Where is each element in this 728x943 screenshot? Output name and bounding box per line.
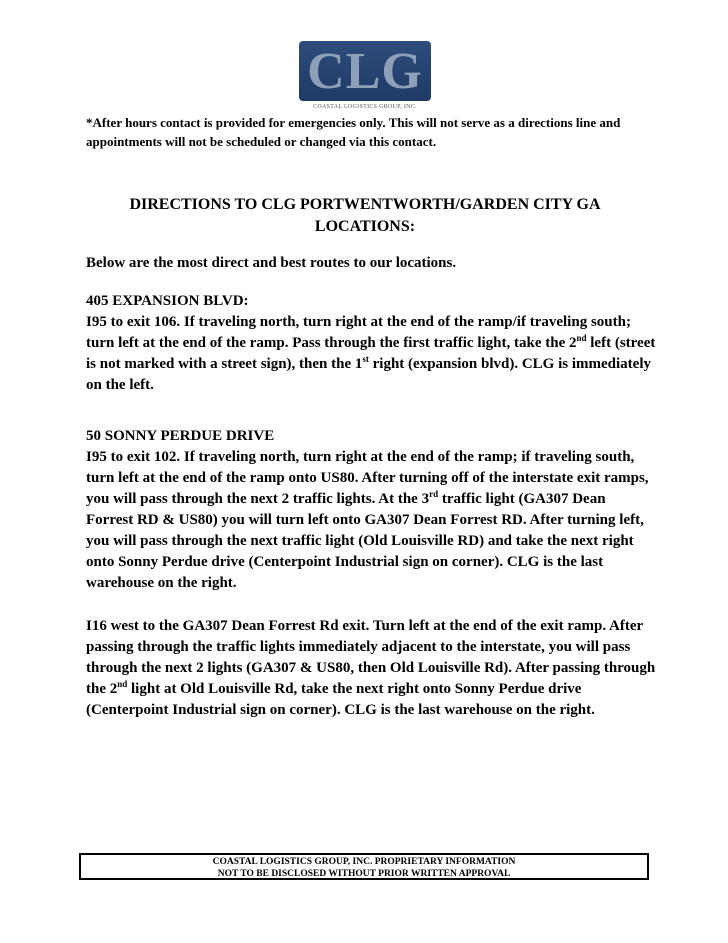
body-text: I95 to exit 106. If traveling north, turn right at the end of the ramp/if traveling south; turn left at the end of the ramp. Pass through the first traffic light, take the 2	[86, 314, 631, 351]
section-heading: 405 EXPANSION BLVD:	[86, 293, 249, 309]
section-i16-route	[86, 616, 656, 721]
body-text: I16 west to the GA307 Dean Forrest Rd exit. Turn left at the end of the exit ramp. After passing through the traffic lights immediately adjacent to the interstate, you will pass through the next 2 lights (GA307 & US80, then Old Louisville Rd). After passing through the 2	[86, 618, 656, 697]
footer-line-2: NOT TO BE DISCLOSED WITHOUT PRIOR WRITTEN APPROVAL	[217, 869, 511, 879]
body-text: left (street is not marked with a street sign), then the 1	[86, 335, 656, 372]
body-text: right (expansion blvd). CLG is immediately on the left.	[86, 356, 651, 393]
section-body	[86, 312, 656, 396]
clg-logo	[299, 41, 431, 113]
after-hours-note: *After hours contact is provided for emergencies only. This will not serve as a directions line and appointments will not be scheduled or changed via this contact.	[86, 115, 621, 149]
ordinal-sup: nd	[117, 679, 128, 689]
footer-line-1: COASTAL LOGISTICS GROUP, INC. PROPRIETARY INFORMATION	[212, 857, 516, 867]
section-body	[86, 616, 656, 721]
footer-notice	[79, 853, 649, 880]
body-text: traffic light (GA307 Dean Forrest RD & US80) you will turn left onto GA307 Dean Forrest RD. After turning left, you will pass through the next traffic light (Old Louisville RD) and take the next right onto Sonny Perdue drive (Centerpoint Industrial sign on corner). CLG is the last warehouse on the right.	[86, 491, 644, 591]
ordinal-sup: st	[362, 354, 369, 364]
section-expansion-blvd	[86, 291, 656, 396]
body-text: I95 to exit 102. If traveling north, turn right at the end of the ramp; if traveling south, turn left at the end of the ramp onto US80. After turning off of the interstate exit ramps, you will pass through the next 2 traffic lights. At the 3	[86, 449, 649, 507]
page-title: DIRECTIONS TO CLG PORTWENTWORTH/GARDEN CITY GA LOCATIONS:	[129, 196, 601, 235]
logo-box	[299, 41, 431, 101]
body-text: light at Old Louisville Rd, take the next right onto Sonny Perdue drive (Centerpoint Industrial sign on corner). CLG is the last warehouse on the right.	[86, 681, 595, 718]
section-sonny-perdue	[86, 426, 656, 594]
section-heading: 50 SONNY PERDUE DRIVE	[86, 428, 275, 444]
ordinal-sup: rd	[429, 489, 439, 499]
logo-subtext: COASTAL LOGISTICS GROUP, INC.	[313, 104, 417, 110]
ordinal-sup: nd	[576, 333, 587, 343]
intro-text: Below are the most direct and best routes to our locations.	[86, 255, 457, 271]
logo-text: CLG	[307, 43, 423, 100]
section-body	[86, 447, 656, 594]
